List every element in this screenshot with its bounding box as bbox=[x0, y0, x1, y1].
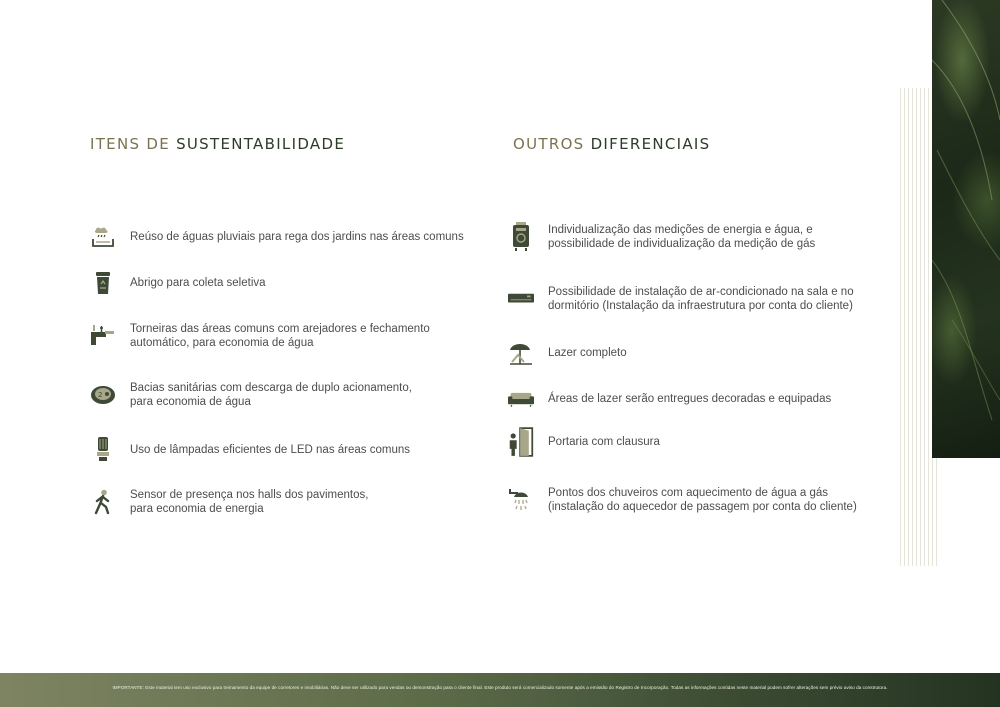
item-text: Lazer completo bbox=[548, 347, 627, 359]
list-item bbox=[90, 223, 464, 251]
sustainability-heading bbox=[90, 135, 345, 153]
led-bulb-icon bbox=[90, 436, 116, 464]
list-item bbox=[508, 428, 660, 456]
meter-icon bbox=[508, 223, 534, 251]
item-text: dormitório (Instalação da infraestrutura por conta do cliente) bbox=[548, 300, 853, 312]
heading-part-green: SUSTENTABILIDADE bbox=[176, 135, 346, 153]
item-text: Reúso de águas pluviais para rega dos jardins nas áreas comuns bbox=[130, 231, 464, 243]
svg-text:2: 2 bbox=[98, 391, 103, 399]
walking-person-icon bbox=[90, 488, 116, 516]
item-text: Sensor de presença nos halls dos pavimentos, bbox=[130, 489, 369, 501]
dual-flush-icon bbox=[90, 381, 116, 409]
item-text: Abrigo para coleta seletiva bbox=[130, 277, 266, 289]
list-item bbox=[90, 381, 412, 409]
item-text: Individualização das medições de energia e água, e bbox=[548, 224, 813, 236]
heading-part-green: DIFERENCIAIS bbox=[590, 135, 711, 153]
item-text: Bacias sanitárias com descarga de duplo acionamento, bbox=[130, 382, 412, 394]
item-text: para economia de energia bbox=[130, 503, 264, 515]
other-features-heading bbox=[513, 135, 710, 153]
list-item bbox=[508, 285, 854, 313]
footer-bar bbox=[0, 673, 1000, 707]
item-text: Torneiras das áreas comuns com arejadores e fechamento bbox=[130, 323, 430, 335]
heading-part-gold: ITENS DE bbox=[90, 135, 177, 153]
list-item bbox=[90, 269, 266, 297]
list-item bbox=[508, 486, 857, 514]
heading-part-gold: OUTROS bbox=[513, 135, 591, 153]
shower-icon bbox=[508, 486, 534, 514]
faucet-icon bbox=[90, 322, 116, 350]
recycling-bin-icon bbox=[90, 269, 116, 297]
item-text: possibilidade de individualização da medição de gás bbox=[548, 238, 816, 250]
item-text: Áreas de lazer serão entregues decoradas e equipadas bbox=[548, 393, 832, 405]
list-item bbox=[90, 436, 410, 464]
rainwater-icon bbox=[90, 223, 116, 251]
list-item bbox=[508, 385, 831, 413]
leaf-photo-panel bbox=[932, 0, 1000, 458]
list-item bbox=[508, 223, 815, 251]
item-text: Portaria com clausura bbox=[548, 436, 660, 448]
item-text: (instalação do aquecedor de passagem por conta do cliente) bbox=[548, 501, 857, 513]
list-item bbox=[90, 488, 368, 516]
item-text: automático, para economia de água bbox=[130, 337, 314, 349]
list-item bbox=[508, 339, 627, 367]
item-text: Possibilidade de instalação de ar-condicionado na sala e no bbox=[548, 286, 854, 298]
item-text: para economia de água bbox=[130, 396, 251, 408]
beach-umbrella-icon bbox=[508, 339, 534, 367]
list-item bbox=[90, 322, 430, 350]
disclaimer-text: IMPORTANTE: Este material tem uso exclusivo para treinamento da equipe de corretores e imobiliárias. Não deve ser utilizado para vendas ou demonstração para o cliente final. Este produto será comercializado somente após a emissão do Registro de Incorporação. Todas as informações contidas neste material podem sofrer alterações sem prévio aviso da construtora. bbox=[112, 685, 888, 690]
sofa-icon bbox=[508, 385, 534, 413]
item-text: Pontos dos chuveiros com aquecimento de água a gás bbox=[548, 487, 829, 499]
door-guard-icon bbox=[508, 428, 534, 456]
air-conditioner-icon bbox=[508, 285, 534, 313]
item-text: Uso de lâmpadas eficientes de LED nas áreas comuns bbox=[130, 444, 410, 456]
